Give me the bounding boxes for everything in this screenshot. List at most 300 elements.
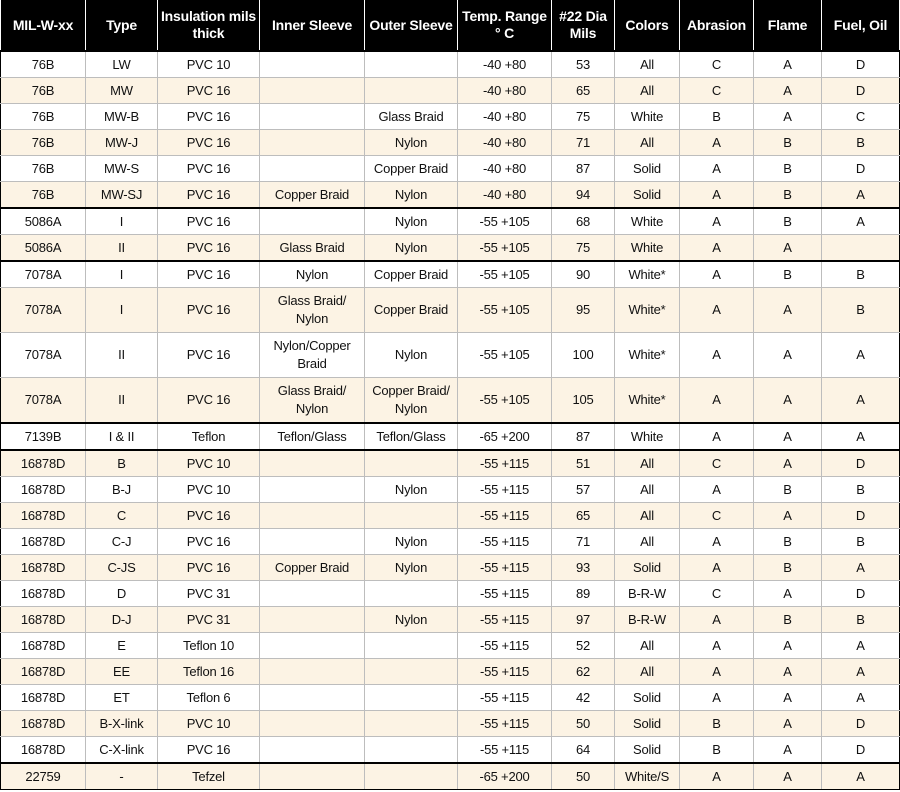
table-cell: 53 [552, 51, 615, 78]
table-cell: B [754, 208, 822, 235]
table-cell: I [86, 288, 158, 333]
table-cell [260, 477, 365, 503]
table-cell: A [754, 450, 822, 477]
table-cell: Solid [615, 156, 680, 182]
table-cell: All [615, 51, 680, 78]
table-cell: B [754, 607, 822, 633]
table-cell: All [615, 477, 680, 503]
table-cell: MW-J [86, 130, 158, 156]
table-cell: A [754, 378, 822, 424]
table-cell: White* [615, 378, 680, 424]
table-cell: Teflon 16 [158, 659, 260, 685]
table-cell: Teflon [158, 423, 260, 450]
table-cell: A [680, 633, 754, 659]
table-cell: PVC 16 [158, 288, 260, 333]
table-cell: All [615, 450, 680, 477]
table-cell [365, 711, 458, 737]
table-row [1, 763, 900, 790]
table-cell: A [754, 288, 822, 333]
table-cell: A [754, 711, 822, 737]
table-cell: All [615, 78, 680, 104]
table-row [1, 659, 900, 685]
table-cell: 76B [1, 104, 86, 130]
table-cell: White [615, 235, 680, 262]
table-cell: A [680, 477, 754, 503]
table-cell: 62 [552, 659, 615, 685]
table-cell: 16878D [1, 555, 86, 581]
table-cell: -55 +115 [458, 555, 552, 581]
table-cell: Nylon [365, 182, 458, 209]
table-row [1, 633, 900, 659]
table-cell: I [86, 261, 158, 288]
column-header: Temp. Range ° C [458, 0, 552, 51]
table-cell: B [86, 450, 158, 477]
table-cell: C-JS [86, 555, 158, 581]
table-cell: Teflon/Glass [365, 423, 458, 450]
table-cell: 89 [552, 581, 615, 607]
table-cell: Copper Braid [365, 156, 458, 182]
table-cell: Solid [615, 685, 680, 711]
table-cell: -40 +80 [458, 51, 552, 78]
table-cell: B-R-W [615, 607, 680, 633]
table-cell: -55 +115 [458, 581, 552, 607]
table-cell: Nylon [365, 529, 458, 555]
table-cell: PVC 16 [158, 529, 260, 555]
table-cell: -55 +105 [458, 261, 552, 288]
table-cell: A [822, 685, 900, 711]
table-cell: I [86, 208, 158, 235]
table-row [1, 130, 900, 156]
table-cell: A [754, 503, 822, 529]
table-cell: Copper Braid/ Nylon [365, 378, 458, 424]
table-cell: -55 +115 [458, 737, 552, 764]
table-cell: 16878D [1, 633, 86, 659]
table-cell: D [822, 450, 900, 477]
table-cell: PVC 10 [158, 51, 260, 78]
table-row [1, 208, 900, 235]
table-cell: 76B [1, 156, 86, 182]
table-cell: MW-S [86, 156, 158, 182]
table-cell: Nylon/Copper Braid [260, 333, 365, 378]
table-cell [260, 529, 365, 555]
table-cell: Solid [615, 182, 680, 209]
table-cell: A [754, 78, 822, 104]
table-cell: A [754, 685, 822, 711]
table-cell: 76B [1, 78, 86, 104]
table-cell: Nylon [365, 208, 458, 235]
table-cell [260, 450, 365, 477]
table-cell: A [822, 763, 900, 790]
table-cell: A [754, 763, 822, 790]
table-cell: 65 [552, 503, 615, 529]
table-cell: All [615, 130, 680, 156]
table-cell: 16878D [1, 477, 86, 503]
table-cell: ET [86, 685, 158, 711]
table-cell: A [754, 51, 822, 78]
table-cell [365, 581, 458, 607]
table-cell: C-X-link [86, 737, 158, 764]
table-row [1, 156, 900, 182]
table-cell: A [822, 333, 900, 378]
table-row [1, 607, 900, 633]
table-cell: C [680, 51, 754, 78]
table-cell: 16878D [1, 581, 86, 607]
table-cell: 7078A [1, 288, 86, 333]
table-row [1, 333, 900, 378]
table-cell: A [822, 208, 900, 235]
table-cell: 16878D [1, 685, 86, 711]
table-cell: -40 +80 [458, 104, 552, 130]
table-cell: B [680, 711, 754, 737]
table-cell: A [754, 581, 822, 607]
table-cell: -55 +115 [458, 711, 552, 737]
table-cell [260, 607, 365, 633]
table-cell: MW-SJ [86, 182, 158, 209]
table-row [1, 235, 900, 262]
table-cell: PVC 10 [158, 711, 260, 737]
table-cell: White* [615, 288, 680, 333]
table-cell: Teflon/Glass [260, 423, 365, 450]
table-cell: -65 +200 [458, 423, 552, 450]
table-cell [260, 503, 365, 529]
table-cell: PVC 16 [158, 333, 260, 378]
table-cell: -40 +80 [458, 78, 552, 104]
table-row [1, 711, 900, 737]
table-cell [365, 737, 458, 764]
table-cell: D [822, 78, 900, 104]
column-header: #22 Dia Mils [552, 0, 615, 51]
table-cell: 5086A [1, 235, 86, 262]
table-cell: PVC 16 [158, 555, 260, 581]
table-cell: A [754, 737, 822, 764]
table-cell: -55 +115 [458, 503, 552, 529]
table-cell: 87 [552, 156, 615, 182]
table-cell: B [754, 477, 822, 503]
table-cell: 93 [552, 555, 615, 581]
table-cell: 16878D [1, 737, 86, 764]
table-cell: Nylon [365, 333, 458, 378]
table-cell: -55 +115 [458, 633, 552, 659]
table-cell: -55 +105 [458, 235, 552, 262]
table-cell: Nylon [365, 607, 458, 633]
table-cell: A [822, 423, 900, 450]
table-cell: 90 [552, 261, 615, 288]
table-cell: PVC 16 [158, 261, 260, 288]
table-cell: A [680, 685, 754, 711]
table-cell: 105 [552, 378, 615, 424]
table-cell: Glass Braid [365, 104, 458, 130]
table-cell: White [615, 423, 680, 450]
table-cell: 75 [552, 104, 615, 130]
table-cell: D [822, 711, 900, 737]
table-cell: PVC 31 [158, 607, 260, 633]
table-cell: 7078A [1, 333, 86, 378]
table-cell: PVC 16 [158, 130, 260, 156]
table-cell: II [86, 378, 158, 424]
table-cell: -55 +115 [458, 529, 552, 555]
table-cell: 97 [552, 607, 615, 633]
table-cell: D [822, 581, 900, 607]
table-cell: 50 [552, 711, 615, 737]
table-cell: A [754, 333, 822, 378]
table-cell: White* [615, 333, 680, 378]
table-cell: 75 [552, 235, 615, 262]
table-cell: Glass Braid/ Nylon [260, 288, 365, 333]
column-header: MIL-W-xx [1, 0, 86, 51]
table-cell: 65 [552, 78, 615, 104]
table-cell: All [615, 529, 680, 555]
table-cell: PVC 16 [158, 156, 260, 182]
table-cell: Copper Braid [365, 288, 458, 333]
table-row [1, 51, 900, 78]
table-cell: 16878D [1, 529, 86, 555]
table-cell: -55 +115 [458, 450, 552, 477]
table-body [1, 51, 900, 790]
table-row [1, 288, 900, 333]
table-cell [260, 685, 365, 711]
table-cell: -55 +105 [458, 208, 552, 235]
table-cell: A [680, 423, 754, 450]
table-cell [260, 78, 365, 104]
table-cell: Teflon 10 [158, 633, 260, 659]
column-header: Inner Sleeve [260, 0, 365, 51]
table-row [1, 737, 900, 764]
table-cell: 16878D [1, 607, 86, 633]
table-cell: 100 [552, 333, 615, 378]
table-cell: A [822, 182, 900, 209]
table-cell: A [754, 659, 822, 685]
table-cell: 51 [552, 450, 615, 477]
table-row [1, 503, 900, 529]
table-cell [365, 685, 458, 711]
table-cell: 16878D [1, 711, 86, 737]
table-cell: -55 +115 [458, 477, 552, 503]
table-cell: Tefzel [158, 763, 260, 790]
table-cell: B [754, 130, 822, 156]
header-row [1, 0, 900, 51]
table-cell: Copper Braid [260, 182, 365, 209]
table-row [1, 378, 900, 424]
table-cell: All [615, 659, 680, 685]
table-cell [365, 450, 458, 477]
table-cell: 7139B [1, 423, 86, 450]
table-cell: A [680, 156, 754, 182]
table-cell: A [680, 763, 754, 790]
table-cell: 16878D [1, 450, 86, 477]
table-cell: B [754, 529, 822, 555]
table-cell: - [86, 763, 158, 790]
table-cell: A [822, 633, 900, 659]
table-cell: 7078A [1, 378, 86, 424]
table-cell: Nylon [365, 235, 458, 262]
table-cell: A [822, 555, 900, 581]
table-cell: Copper Braid [260, 555, 365, 581]
table-cell: Nylon [365, 130, 458, 156]
table-cell: 22759 [1, 763, 86, 790]
table-cell: 76B [1, 182, 86, 209]
column-header: Type [86, 0, 158, 51]
table-cell [260, 208, 365, 235]
table-cell: A [680, 182, 754, 209]
table-cell: C [822, 104, 900, 130]
column-header: Fuel, Oil [822, 0, 900, 51]
table-cell: PVC 16 [158, 503, 260, 529]
table-cell: B [822, 288, 900, 333]
table-cell: PVC 16 [158, 208, 260, 235]
table-cell: A [822, 659, 900, 685]
table-cell: C [680, 503, 754, 529]
table-cell: Glass Braid/ Nylon [260, 378, 365, 424]
table-cell: B [822, 477, 900, 503]
table-cell: A [680, 555, 754, 581]
table-cell: E [86, 633, 158, 659]
table-cell: 16878D [1, 503, 86, 529]
table-cell [822, 235, 900, 262]
table-cell: Copper Braid [365, 261, 458, 288]
table-cell: -40 +80 [458, 156, 552, 182]
table-row [1, 423, 900, 450]
table-cell: A [754, 633, 822, 659]
table-row [1, 555, 900, 581]
table-cell: A [680, 130, 754, 156]
table-cell: PVC 16 [158, 104, 260, 130]
table-cell: PVC 16 [158, 235, 260, 262]
table-cell: White [615, 104, 680, 130]
table-cell [365, 503, 458, 529]
table-cell: B [822, 130, 900, 156]
table-cell: 52 [552, 633, 615, 659]
table-cell: Solid [615, 737, 680, 764]
table-cell: B [822, 607, 900, 633]
table-cell [260, 659, 365, 685]
table-cell: -40 +80 [458, 182, 552, 209]
table-cell [260, 156, 365, 182]
table-cell: 7078A [1, 261, 86, 288]
table-cell: MW-B [86, 104, 158, 130]
table-cell: B [754, 555, 822, 581]
table-row [1, 685, 900, 711]
table-cell: A [754, 104, 822, 130]
table-cell: C [680, 450, 754, 477]
table-cell: PVC 31 [158, 581, 260, 607]
table-row [1, 477, 900, 503]
table-row [1, 261, 900, 288]
table-cell: C-J [86, 529, 158, 555]
table-cell: C [680, 581, 754, 607]
table-row [1, 104, 900, 130]
table-cell: A [680, 261, 754, 288]
table-cell: C [680, 78, 754, 104]
table-cell: 68 [552, 208, 615, 235]
table-cell: All [615, 633, 680, 659]
table-cell: 64 [552, 737, 615, 764]
column-header: Abrasion [680, 0, 754, 51]
table-cell [260, 104, 365, 130]
table-cell: A [680, 208, 754, 235]
table-cell: PVC 16 [158, 378, 260, 424]
table-cell: LW [86, 51, 158, 78]
table-cell: 94 [552, 182, 615, 209]
column-header: Outer Sleeve [365, 0, 458, 51]
table-cell: D [822, 737, 900, 764]
table-cell: A [680, 529, 754, 555]
table-cell: -55 +105 [458, 378, 552, 424]
table-cell: A [680, 235, 754, 262]
table-cell: 71 [552, 130, 615, 156]
table-cell: D-J [86, 607, 158, 633]
table-cell [260, 737, 365, 764]
table-cell: PVC 16 [158, 737, 260, 764]
column-header: Colors [615, 0, 680, 51]
table-cell: B [680, 104, 754, 130]
table-cell: A [754, 423, 822, 450]
table-cell: Solid [615, 711, 680, 737]
table-cell: White/S [615, 763, 680, 790]
table-cell: B [822, 261, 900, 288]
table-cell: PVC 10 [158, 477, 260, 503]
table-cell: MW [86, 78, 158, 104]
table-cell: Glass Braid [260, 235, 365, 262]
table-cell [260, 763, 365, 790]
table-cell: 87 [552, 423, 615, 450]
table-cell: PVC 10 [158, 450, 260, 477]
table-cell: D [822, 51, 900, 78]
table-cell: D [86, 581, 158, 607]
table-row [1, 581, 900, 607]
table-row [1, 450, 900, 477]
table-cell [365, 51, 458, 78]
table-cell: -55 +115 [458, 659, 552, 685]
table-cell [260, 633, 365, 659]
table-cell: Nylon [365, 555, 458, 581]
table-cell: B [822, 529, 900, 555]
table-cell: A [680, 333, 754, 378]
table-cell: B [754, 261, 822, 288]
table-row [1, 78, 900, 104]
table-cell: PVC 16 [158, 182, 260, 209]
table-cell [365, 659, 458, 685]
table-cell: B [754, 156, 822, 182]
table-cell: -65 +200 [458, 763, 552, 790]
table-cell: 16878D [1, 659, 86, 685]
table-cell: 71 [552, 529, 615, 555]
table-cell: -55 +115 [458, 685, 552, 711]
table-cell: -55 +115 [458, 607, 552, 633]
table-row [1, 529, 900, 555]
table-cell: 42 [552, 685, 615, 711]
table-cell: 76B [1, 51, 86, 78]
table-cell: A [680, 288, 754, 333]
table-cell: -55 +105 [458, 288, 552, 333]
table-cell [260, 130, 365, 156]
table-cell: A [754, 235, 822, 262]
table-cell: A [680, 659, 754, 685]
table-cell: White [615, 208, 680, 235]
table-cell: White* [615, 261, 680, 288]
table-cell: C [86, 503, 158, 529]
column-header: Insulation mils thick [158, 0, 260, 51]
table-cell: All [615, 503, 680, 529]
table-cell: B [680, 737, 754, 764]
column-header: Flame [754, 0, 822, 51]
table-cell: 76B [1, 130, 86, 156]
table-cell [260, 711, 365, 737]
table-cell: 50 [552, 763, 615, 790]
table-cell: A [680, 378, 754, 424]
table-cell: 57 [552, 477, 615, 503]
table-cell: -55 +105 [458, 333, 552, 378]
table-cell: D [822, 156, 900, 182]
